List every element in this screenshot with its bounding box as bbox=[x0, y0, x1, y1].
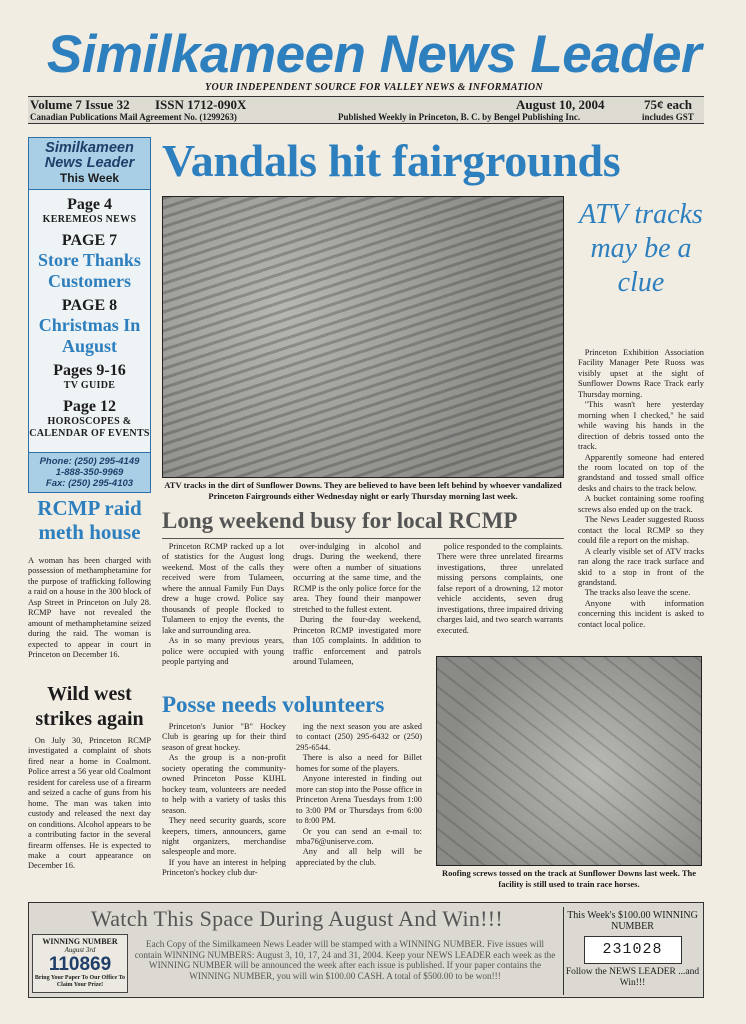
winning-number-box bbox=[32, 934, 128, 993]
paragraph: The News Leader suggested Ruoss contact the local RCMP so they could file a report on the mishap. bbox=[578, 515, 704, 546]
rcmp-weekend-headline: Long weekend busy for local RCMP bbox=[162, 508, 518, 533]
issue-price: 75¢ each bbox=[644, 97, 693, 112]
paragraph: A woman has been charged with possession of methamphetamine for the purpose of trafficking following a raid on a house in the 300 block of Asp Street in Princeton on July 28. RCMP have not revealed the amount of methamphetamine seized during the raid. The woman is expected to appear in court in Princeton on December 16. bbox=[28, 556, 151, 660]
gst-note: includes GST bbox=[642, 112, 694, 122]
prize-box bbox=[563, 907, 701, 995]
winning-number: 110869 bbox=[48, 954, 112, 975]
posse-col2 bbox=[296, 722, 422, 868]
atv-photo-caption: ATV tracks in the dirt of Sunflower Downs. They are believed to have been left behind by whoever vandalized Princeton Fairgrounds either Wednesday night or early Thursday morning last week. bbox=[164, 480, 562, 501]
paragraph: The tracks also leave the scene. bbox=[584, 588, 691, 598]
issue-date: August 10, 2004 bbox=[516, 97, 605, 112]
contest-promo bbox=[28, 902, 704, 998]
paragraph: They need security guards, score keepers, timers, announcers, game night organizers, merchandise salespeople and more. bbox=[162, 816, 286, 857]
sidebar-page: Page 12 bbox=[63, 398, 116, 415]
issue-volume: Volume 7 Issue 32 bbox=[30, 97, 130, 112]
newspaper-tagline: YOUR INDEPENDENT SOURCE FOR VALLEY NEWS & INFORMATION bbox=[205, 82, 543, 93]
winning-date: August 3rd bbox=[64, 946, 96, 954]
paragraph: On July 30, Princeton RCMP investigated a complaint of shots fired near a home in Coalmont. Police arrest a 56 year old Coalmont resident for careless use of a firearm and seized a cache of guns from his home. The man was taken into custody and released the next day on conditions. Alcohol appears to be a contributing factor in the several firearm offenses. He is expected to make a court appearance on December 16. bbox=[28, 736, 151, 871]
sidebar-page: Page 4 bbox=[67, 196, 112, 213]
meth-headline: RCMP raid meth house bbox=[37, 496, 142, 544]
prize-number: 231028 bbox=[584, 936, 682, 964]
winning-label: WINNING NUMBER bbox=[42, 937, 118, 946]
mail-agreement: Canadian Publications Mail Agreement No. (1299263) bbox=[30, 112, 237, 122]
main-headline: Vandals hit fairgrounds bbox=[162, 135, 621, 186]
sidebar-page: PAGE 8 bbox=[61, 297, 118, 314]
sidebar-page: Pages 9-16 bbox=[53, 362, 126, 379]
sidebar-items bbox=[29, 190, 150, 440]
this-week-sidebar bbox=[28, 137, 151, 493]
paragraph: ing the next season you are asked to contact (250) 295-6432 or (250) 295-6544. bbox=[296, 722, 422, 752]
issue-bar bbox=[28, 96, 704, 124]
wildwest-story-body bbox=[28, 736, 151, 872]
newspaper-title: Similkameen News Leader bbox=[46, 25, 702, 84]
paragraph: Anyone with information concerning this incident is asked to contact local police. bbox=[578, 598, 704, 629]
posse-headline: Posse needs volunteers bbox=[162, 692, 385, 717]
promo-title: Watch This Space During August And Win!!! bbox=[90, 906, 504, 931]
wildwest-headline: Wild west strikes again bbox=[35, 683, 144, 730]
screws-photo-caption: Roofing screws tossed on the track at Sunflower Downs last week. The facility is still used to train race horses. bbox=[441, 868, 697, 889]
posse-col1 bbox=[162, 722, 286, 879]
atv-tracks-photo bbox=[162, 196, 564, 478]
winning-note: Bring Your Paper To Our Office To Claim Your Prize! bbox=[34, 975, 126, 988]
sidebar-header bbox=[29, 138, 150, 190]
publisher-line: Published Weekly in Princeton, B. C. by Bengel Publishing Inc. bbox=[338, 112, 581, 122]
paragraph: Princeton's Junior "B" Hockey Club is gearing up for their third season of great hockey. bbox=[162, 722, 286, 752]
prize-note: Follow the NEWS LEADER ...and Win!!! bbox=[565, 967, 700, 988]
paragraph: A clearly visible set of ATV tracks ran along the race track surface and skid to a stop in front of the grandstand. bbox=[578, 546, 704, 587]
tollfree-number: 1-888-350-9969 bbox=[55, 467, 124, 478]
main-story-body bbox=[578, 348, 704, 630]
paragraph: police responded to the complaints. There were three unrelated firearms investigations, three unrelated missing persons complaints, one false report of a drowning, 12 motor vehicle accidents, seven drug investigations, three impaired driving charges laid, and two search warrants executed. bbox=[437, 542, 563, 635]
prize-label: This Week's $100.00 WINNING NUMBER bbox=[567, 910, 698, 932]
atv-subhead: ATV tracks may be a clue bbox=[579, 199, 703, 298]
masthead bbox=[22, 26, 726, 96]
paragraph: Any and all help will be appreciated by the club. bbox=[296, 847, 422, 867]
meth-story-body bbox=[28, 556, 151, 661]
sidebar-desc: TV GUIDE bbox=[63, 380, 116, 391]
divider bbox=[162, 538, 564, 539]
paragraph: During the four-day weekend, Princeton RCMP investigated more than 105 complaints. In addition to traffic enforcement and patrols around Tulameen, bbox=[293, 615, 421, 666]
paragraph: "This wasn't here yesterday morning when I checked," he said while waving his hands in the direction of debris tossed onto the track. bbox=[578, 400, 704, 452]
paragraph: As the group is a non-profit society operating the community-owned Princeton Posse KIJHL hockey team, volunteers are needed to help with a variety of tasks this season. bbox=[162, 753, 286, 815]
paragraph: If you have an interest in helping Princeton's hockey club dur- bbox=[162, 857, 286, 878]
rcmp-weekend-col1 bbox=[162, 542, 284, 667]
issue-issn: ISSN 1712-090X bbox=[155, 97, 247, 112]
rcmp-weekend-col3 bbox=[437, 542, 563, 636]
sidebar-teaser: Store Thanks Customers bbox=[38, 250, 141, 291]
sidebar-desc: KEREMEOS NEWS bbox=[42, 214, 137, 225]
paragraph: As in so many previous years, police were occupied with young people partying and bbox=[162, 636, 284, 666]
paragraph: Apparently someone had entered the room located on top of the grandstand and tossed small office desks and chairs to the track below. bbox=[578, 452, 704, 493]
rcmp-weekend-col2 bbox=[293, 542, 421, 667]
paragraph: Anyone interested in finding out more can stop into the Posse office in Princeton Arena Tuesdays from 1:00 to 3:00 PM or Thursdays from 6:00 to 8:00 PM. bbox=[296, 774, 422, 826]
sidebar-name: Similkameen News Leader bbox=[44, 140, 135, 171]
paragraph: Princeton RCMP racked up a lot of statistics for the August long weekend. Most of the calls they received were from Tulameen, where the annual Family Fun Days drew a huge crowd. Police say thousands of people flocked to Tulameen to enjoy the events, the lake and surrounding area. bbox=[162, 542, 284, 635]
paragraph: over-indulging in alcohol and drugs. During the weekend, there were often a number of situations occurring at the same time, and the RCMP is the only police force for the area. They found their manpower stretched to the fullest extent. bbox=[293, 542, 421, 614]
sidebar-page: PAGE 7 bbox=[61, 232, 118, 249]
phone-number: Phone: (250) 295-4149 bbox=[39, 456, 140, 467]
paragraph: A bucket containing some roofing screws also ended up on the track. bbox=[578, 494, 704, 514]
fax-number: Fax: (250) 295-4103 bbox=[45, 478, 134, 489]
paragraph: Or you can send an e-mail to: mba76@uniserve.com. bbox=[296, 826, 422, 846]
sidebar-contact bbox=[29, 452, 150, 492]
sidebar-teaser: Christmas In August bbox=[38, 315, 141, 356]
promo-body: Each Copy of the Similkameen News Leader will be stamped with a WINNING NUMBER. Five issues will contain WINNING NUMBERS: August 3, 10, 17, 24 and 31, 2004. Keep your NEWS LEADER each week as the WINNING NUMBER will be announced the week after each issue is published. If your paper contains the WINNING NUMBER, you will win $100.00 CASH. A total of $500.00 to be won!!! bbox=[134, 939, 556, 981]
sidebar-desc: HOROSCOPES & CALENDAR OF EVENTS bbox=[29, 416, 150, 439]
sidebar-subtitle: This Week bbox=[59, 171, 120, 185]
roofing-screws-photo bbox=[436, 656, 702, 866]
paragraph: Princeton Exhibition Association Facility Manager Pete Ruoss was visibly upset at the sight of Sunflower Downs Race Track early Thursday morning. bbox=[578, 348, 704, 399]
paragraph: There is also a need for Billet homes for some of the players. bbox=[296, 753, 422, 773]
